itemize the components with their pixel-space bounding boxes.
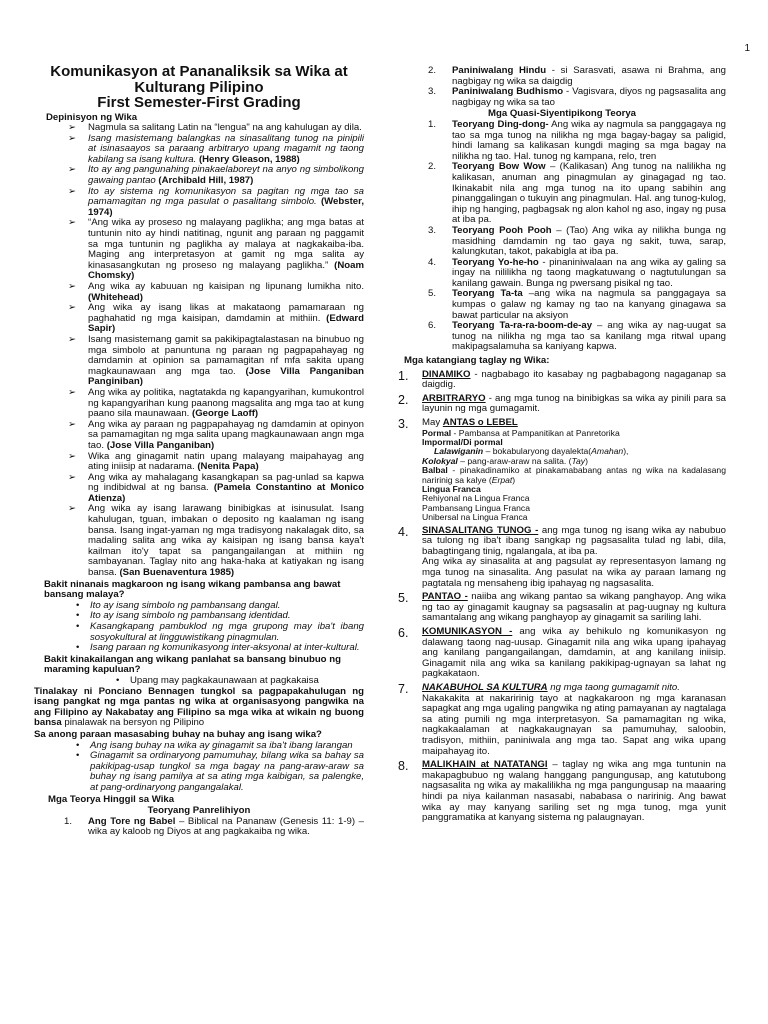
list-item: 4. Teoryang Yo-he-ho - pinaniniwalaan na ang wika ay galing sa ingay na nililikha ng taong magkatuwang o nagtutulungan sa kanilang gawain. Bunga ng pwersang pisikal ng tao. [428,256,726,289]
katangian-item: 1. DINAMIKO - nagbabago ito kasabay ng pagbabagong nagaganap sa daigdig. [398,368,726,391]
bullet-icon: • [76,642,80,654]
ponciano-bold-1: Tinalakay ni Ponciano Bennagen tungkol sa [34,685,253,697]
panrelihiyon-list-cont [398,66,726,108]
list-item: 3. Teoryang Pooh Pooh – (Tao) Ang wika ay nilikha bunga ng masidhing damdamin ng tao gaya ng sakit, tuwa, sarap, kalungkutan, takot, pakabigla at iba pa. [428,224,726,258]
q3-list [34,741,364,794]
antas-block: Pormal - Pambansa at Pampanitikan at Panretorika Impormal/Di pormal Lalawiganin – bokabularyong dayalekta(Amahan), Kolokyal – pang-araw-araw na salita. (Tay) Balbal - pinakadinamiko at pinakamababang antas ng wika na kadalasang naririnig sa kalye (Erpat) Lingua Franca Rehiyonal na Lingua Franca Pambansang Lingua Franca Unibersal na Lingua Franca [422,427,726,523]
list-item: Unibersal na Lingua Franca [422,512,528,523]
page-title [34,64,364,111]
quasi-list [398,120,726,353]
ponciano-plain-2: pinalawak na bersyon ng Pilipino [64,717,205,729]
katangian-item: 3. May ANTAS o LEBEL Pormal - Pambansa at Pampanitikan at Panretorika Impormal/Di pormal Lalawiganin – bokabularyong dayalekta(Amahan), Kolokyal – pang-araw-araw na salita. (Tay) Balbal - pinakadinamiko at pinakamababang antas ng wika na kadalasang naririnig sa kalye (Erpat) Lingua Franca Rehiyonal na Lingua Franca Pambansang Lingua Franca Unibersal na Lingua Franca [398,417,726,523]
ponciano-plain-1: pagpapakahulugan ng isang pangkat ng mga pantas ng wika at organisasyong pangwika na ang Filipino ay [34,685,364,718]
katangian-item: 6. KOMUNIKASYON - ang wika ay behikulo ng komunikasyon ng dalawang taong nag-uusap. Ginagamit nila ang wika upang ipahayag ang kanilang pangangailangan, damdamin, at ang kanilang iniisip. Ginagamit nila ang wika sa kanilang pakikipag-ugnayan sa lahat ng pagkakataon. [398,626,726,680]
depinisyon-item: ➢ Isang masistemang gamit sa pakikipagtalastasan na binubuo ng mga simbolo at panuntuna ng paraan ng pagpapahayag ng damdamin at opinion sa pamamagitan nf mfa sakita upang magkaunawaan ang mga tao. (Jose Villa Panganiban Panginiban) [68,333,364,388]
bullet-icon: • [76,750,80,762]
arrow-bullet-icon: ➢ [68,450,77,462]
ponciano-bold-2: Nakabatay ang Filipino sa mga wika at wikain ng buong bansa [34,706,364,729]
arrow-bullet-icon: ➢ [68,418,77,430]
arrow-bullet-icon: ➢ [68,386,77,398]
list-item: • Ito ay isang simbolo ng pambansang identidad. [76,610,291,622]
depinisyon-heading: Depinisyon ng Wika [46,111,138,123]
katangian-item: 8. MALIKHAIN at NATATANGI – taglay ng wika ang mga tuntunin na makapagbubuo ng walang hanggang pangungusap, ang katutubong nagsasalita ng wika ay makalilikha ng mga pangungusap na maaaring hindi pa niya kailanman nasasabi, nababasa o naririnig. Ang bawat wika ay may kanyang sariling set ng mga tunog, mga yunit panggramatika at kanyang sistema ng palaugnayan. [398,759,727,824]
bullet-icon: • [76,621,80,632]
list-item: Rehiyonal na Lingua Franca [422,493,530,504]
depinisyon-item: ➢ Ito ay sistema ng komunikasyon sa pagitan ng mga tao sa pamamagitan ng mga pasulat o pasalitang simbolo. (Webster, 1974) [68,185,364,218]
panrelihiyon-heading: Teoryang Panrelihiyon [147,805,251,817]
katangian-item: 2. ARBITRARYO - ang mga tunog na binibigkas sa wika ay pinili para sa layunin ng mga gumagamit. [398,392,726,415]
depinisyon-item: ➢ Ang wika ay paraan ng pagpapahayag ng damdamin at opinyon sa pamamagitan ng mga salita upang magkaunawaan angn mga tao. (Jose Villa Panganiban) [68,418,364,451]
question-2: Bakit kinakailangan ang wikang panlahat sa bansang binubuo ng maraming kapuluan? [44,653,341,676]
katangian-heading: Mga katangiang taglay ng Wika: [404,355,550,367]
depinisyon-item: ➢ Nagmula sa salitang Latin na “lengua" na ang kahulugan ay dila. [68,122,362,134]
list-item: 2. Teoryang Bow Wow – (Kalikasan) Ang tunog na nalilikha ng kalikasan, anuman ang pinagmulan ay ginagagad ng tao. Ikinakabit nila ang mga tunog na ito upang sabihin ang pinanggalingan o tukuyin ang pinagmulan. Hal. ang tunog-kulog, ihip ng hanging, pagbagsak ng alon kahol ng aso, ingay ng pusa at iba pa. [428,161,726,226]
list-item: • Kasangkapang pambuklod ng mga grupong may iba't ibang sosyokultural at lingguwistikang pinagmulan. [76,621,364,643]
arrow-bullet-icon: ➢ [68,132,77,144]
depinisyon-item: ➢ Ang wika ay isang larawang binibigkas at isinusulat. Isang kahulugan, tguan, imbakan o deposito ng kaalaman ng isang bansa. Isang ingat-yaman ng mga tradisyong nakalagak dito, sa madaling salita ang wika ay kaisipan ng isang bansa kaya't kailman ito'y tapat sa pangangailangan at mithiin ng sambayanan. Taglay nito ang haka-haka at katiyakan ng isang bansa. (San Buenaventura 1985) [68,503,364,579]
depinisyon-item: ➢ Ang wika ay isang likas at makataong pamamaraan ng paghahatid ng mga kaisipan, damdamin at mithiin. (Edward Sapir) [68,302,365,335]
q1-list [34,601,364,654]
depinisyon-item: ➢ “Ang wika ay proseso ng malayang paglikha; ang mga batas at tuntunin nito ay hindi natitinag, ngunit ang paraan ng paggamit sa mga tuntunin ng paglikha ay malaya at nagkakaiba-iba. Maging ang interpretasyon at gamit ng mga salita ay kinasasangkutan ng proseso ng malayang paglikha.” (Noam Chomsky) [68,217,364,282]
depinisyon-item: ➢ Isang masistemang balangkas na sinasalitang tunog na pinipili at isinasaayos sa paraang arbitraryo upang magamit ng taong kabilang sa isang kultura. (Henry Gleason, 1988) [68,132,364,165]
arrow-bullet-icon: ➢ [68,164,77,176]
list-item: 3. Paniniwalang Budhismo - Vagisvara, diyos ng pagsasalita ang nagbigay ng wika sa tao [428,86,726,108]
katangian-item: 5. PANTAO - naiiba ang wikang pantao sa wikang panghayop. Ang wika ng tao ay ginagamit kaugnay sa pagsasalin at pag-uugnay ng kultura samantalang ang wikang panghayop ay ginagamit sa sariling lahi. [398,591,726,624]
depinisyon-item: ➢ Ang wika ay kabuuan ng kaisipan ng lipunang lumikha nito. (Whitehead) [68,281,364,303]
teorya-heading: Mga Teorya Hinggil sa Wika [48,793,175,805]
bullet-icon: • [116,674,120,686]
lingua-franca-list [422,494,726,522]
left-column [34,64,364,838]
quasi-heading: Mga Quasi-Siyentipikong Teorya [487,108,637,120]
depinisyon-item: ➢ Ang wika ay politika, nagtatakda ng kapangyarihan, kumukontrol ng kapangyarihan kung paanong magsalita ang mga tao at kung paano sila maunawaan. (George Laoff) [68,386,364,420]
depinisyon-list [34,123,364,579]
list-item: • Isang paraan ng komunikasyong inter-aksyonal at inter-kultural. [76,642,360,654]
panrelihiyon-list [34,817,364,838]
arrow-bullet-icon: ➢ [68,471,77,483]
page-number: 1 [744,43,750,54]
q2-list [34,676,364,687]
arrow-bullet-icon: ➢ [68,302,77,314]
depinisyon-item: ➢ Wika ang ginagamit natin upang malayang maipahayag ang ating iniisip at nadarama. (Nenita Papa) [68,450,364,473]
arrow-bullet-icon: ➢ [68,122,77,134]
list-item: • Ginagamit sa ordinaryong pamumuhay, bilang wika sa bahay sa pakikipag-usap tungkol sa mga bagay na pang-araw-araw sa buhay ng isang pamilya at sa ating mga kaibigan, sa palengke, at pang-ordinaryong pangangalakal. [76,750,364,793]
list-item: 2. Paniniwalang Hindu - si Sarasvati, asawa ni Brahma, ang nagbigay ng wika sa daigdig [428,65,726,87]
title-line-3: First Semester-First Grading [97,94,301,111]
katangian-item: 7. NAKABUHOL SA KULTURA ng mga taong gumagamit nito. Nakakakita at nakaririnig tayo at nagkakaroon ng mga karanasan sapagkat ang mga ugaling pangwika ng ating pamayanan ay nagtalaga sa ating pumili ng mga interpretasyon. Sa pamamagitan ng wika, nagkakaalaman at nagkakaugnayan sa pamumuhay, saloobin, tradisyon, mithiin, paniniwala ang mga tao. Sapat ang wika upang maipahayag ito. [398,681,726,757]
depinisyon-item: ➢ Ang wika ay mahalagang kasangkapan sa pag-unlad sa kapwa ng indibidwal at ng bansa. (Pamela Constantino at Monico Atienza) [68,471,364,504]
depinisyon-item: ➢ Ito ay ang pangunahing pinakaelaboreyt na anyo ng simbolikong gawaing pantao (Archibald Hill, 1987) [68,164,364,187]
list-item: • Ito ay isang simbolo ng pambansang dangal. [76,599,281,611]
ponciano-paragraph [34,687,364,729]
list-item: 5. Teoryang Ta-ta –ang wika na nagmula sa panggagaya sa kumpas o galaw ng kamay ng tao na kanyang ginagawa sa bawat particular na aksiyon [428,288,727,321]
question-3: Sa anong paraan masasabing buhay na buhay ang isang wika? [34,728,322,740]
list-item: 1. Ang Tore ng Babel – Biblical na Pananaw (Genesis 11: 1-9) – wika ay kaloob ng Diyos at ang pagkakaiba ng wika. [64,815,364,838]
right-column [398,66,726,824]
arrow-bullet-icon: ➢ [68,185,77,197]
list-item: Pambansang Lingua Franca [422,502,530,513]
arrow-bullet-icon: ➢ [68,503,77,515]
list-item: 1. Teoryang Ding-dong- Ang wika ay nagmula sa panggagaya ng tao sa mga tunog na nilikha ng mga bagay-bagay sa paligid, hindi lamang sa kalikasan kungdi maging sa mga bagay na nilikha ng tao. Hal. tunog ng kampana, relo, tren [428,118,726,162]
katangian-item: 4. SINASALITANG TUNOG - ang mga tunog ng isang wika ay nabubuo sa tulong ng iba't ibang sangkap ng pagsasalita tulad ng labi, dila, babagtingang tinig, ngalangala, at iba pa. Ang wika ay sinasalita at ang pagsulat ay representasyon lamang ng mga tunog na sinasalita. Ang pasulat na wika ay paraan lamang ng pagtatala ng mensaheng ibig ipahayag ng nagsasalita. [398,524,726,589]
list-item: • Ang isang buhay na wika ay ginagamit sa iba't ibang larangan [76,739,353,751]
list-item: • Upang may pagkakaunawaan at pagkakaisa [116,674,319,686]
title-line-2: Kulturang Pilipino [134,78,264,96]
arrow-bullet-icon: ➢ [68,281,77,292]
katangian-list [398,370,726,824]
bullet-icon: • [76,739,80,751]
arrow-bullet-icon: ➢ [68,333,77,345]
bullet-icon: • [76,610,80,622]
arrow-bullet-icon: ➢ [68,217,77,229]
bullet-icon: • [76,599,80,611]
list-item: 6. Teoryang Ta-ra-ra-boom-de-ay – ang wika ay nag-uugat sa tunog na nilikha ng mga tao sa kanilang mga ritwal upang makipagsalamuha sa kaniyang kapwa. [428,320,726,353]
title-line-1: Komunikasyon at Pananaliksik sa Wika at [50,63,348,80]
question-1: Bakit ninanais magkaroon ng isang wikang pambansa ang bawat bansang malaya? [44,578,341,601]
